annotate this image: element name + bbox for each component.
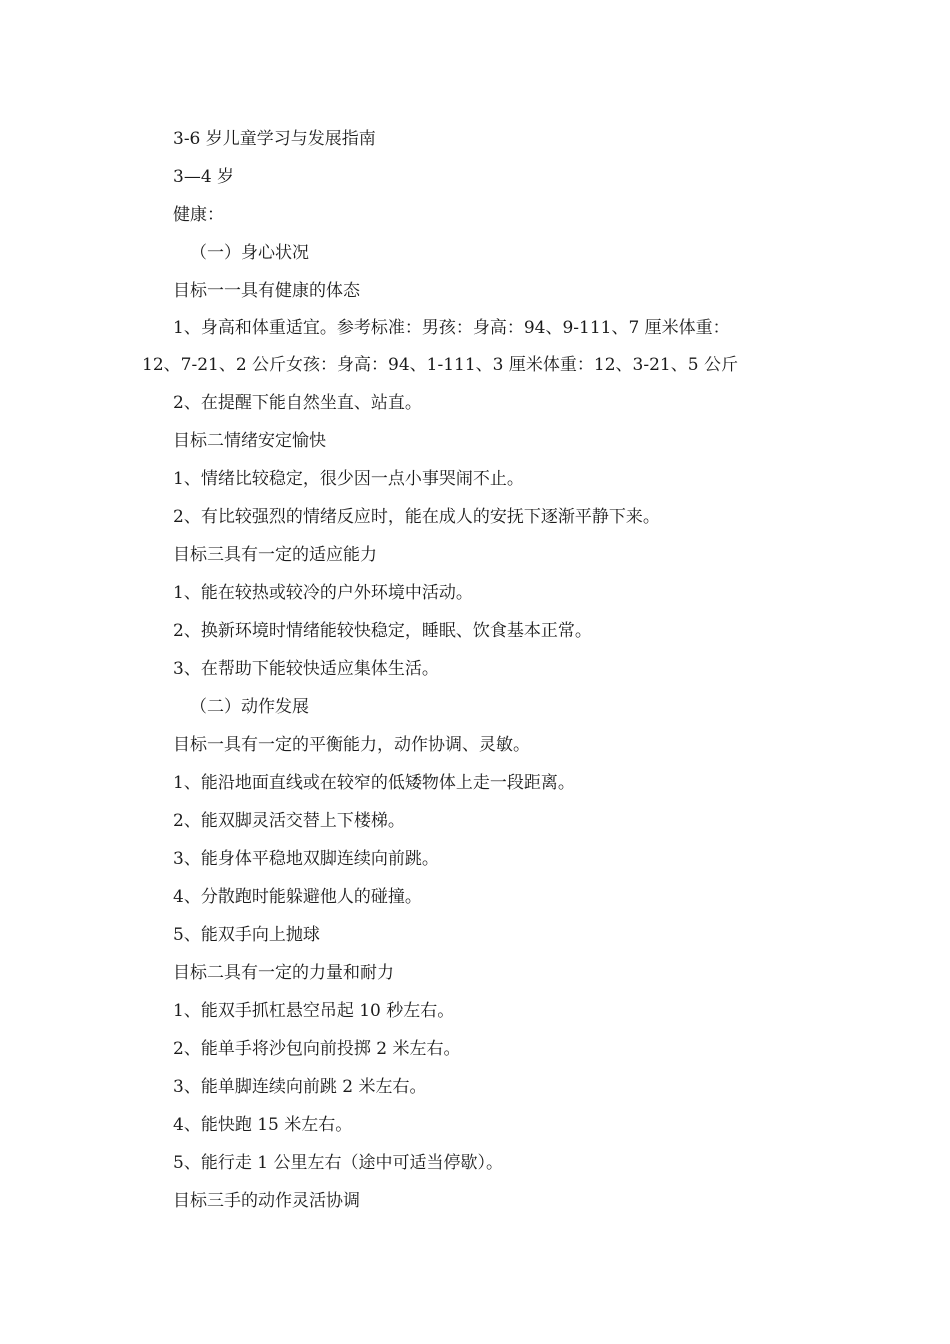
document-body	[142, 120, 782, 1220]
goal-item: 2、能单手将沙包向前投掷 2 米左右。	[173, 1039, 461, 1059]
goal-item: 3、能单脚连续向前跳 2 米左右。	[173, 1077, 427, 1097]
goal-title: 目标二情绪安定愉快	[173, 431, 326, 451]
goal-title: 目标二具有一定的力量和耐力	[173, 963, 394, 983]
domain-heading: 健康：	[173, 205, 224, 225]
document-title: 3-6 岁儿童学习与发展指南	[173, 129, 376, 149]
goal-item: 2、在提醒下能自然坐直、站直。	[173, 393, 422, 413]
goal-item: 4、能快跑 15 米左右。	[173, 1115, 353, 1135]
goal-item: 4、分散跑时能躲避他人的碰撞。	[173, 887, 422, 907]
goal-item: 1、能双手抓杠悬空吊起 10 秒左右。	[173, 1001, 455, 1021]
goal-item: 1、能在较热或较冷的户外环境中活动。	[173, 583, 473, 603]
goal-title: 目标一具有一定的平衡能力，动作协调、灵敏。	[173, 735, 530, 755]
goal-item: 1、身高和体重适宜。参考标准：男孩：身高：94、9-111、7 厘米体重：	[173, 318, 730, 338]
goal-item: 3、能身体平稳地双脚连续向前跳。	[173, 849, 439, 869]
goal-item: 2、能双脚灵活交替上下楼梯。	[173, 811, 405, 831]
goal-item: 5、能双手向上抛球	[173, 925, 320, 945]
goal-item: 2、换新环境时情绪能较快稳定，睡眠、饮食基本正常。	[173, 621, 592, 641]
goal-item: 5、能行走 1 公里左右（途中可适当停歇）。	[173, 1153, 503, 1173]
goal-title: 目标一一具有健康的体态	[173, 281, 360, 301]
goal-item: 1、情绪比较稳定，很少因一点小事哭闹不止。	[173, 469, 524, 489]
goal-item: 2、有比较强烈的情绪反应时，能在成人的安抚下逐渐平静下来。	[173, 507, 660, 527]
goal-item-continuation: 12、7-21、2 公斤女孩：身高：94、1-111、3 厘米体重：12、3-21、5 公斤	[142, 355, 738, 375]
section-heading-motor-development: （二）动作发展	[190, 697, 309, 717]
goal-item: 1、能沿地面直线或在较窄的低矮物体上走一段距离。	[173, 773, 575, 793]
goal-title: 目标三手的动作灵活协调	[173, 1191, 360, 1211]
section-heading-physical-mental: （一）身心状况	[190, 243, 309, 263]
goal-title: 目标三具有一定的适应能力	[173, 545, 377, 565]
goal-item: 3、在帮助下能较快适应集体生活。	[173, 659, 439, 679]
age-range-heading: 3—4 岁	[173, 167, 235, 187]
